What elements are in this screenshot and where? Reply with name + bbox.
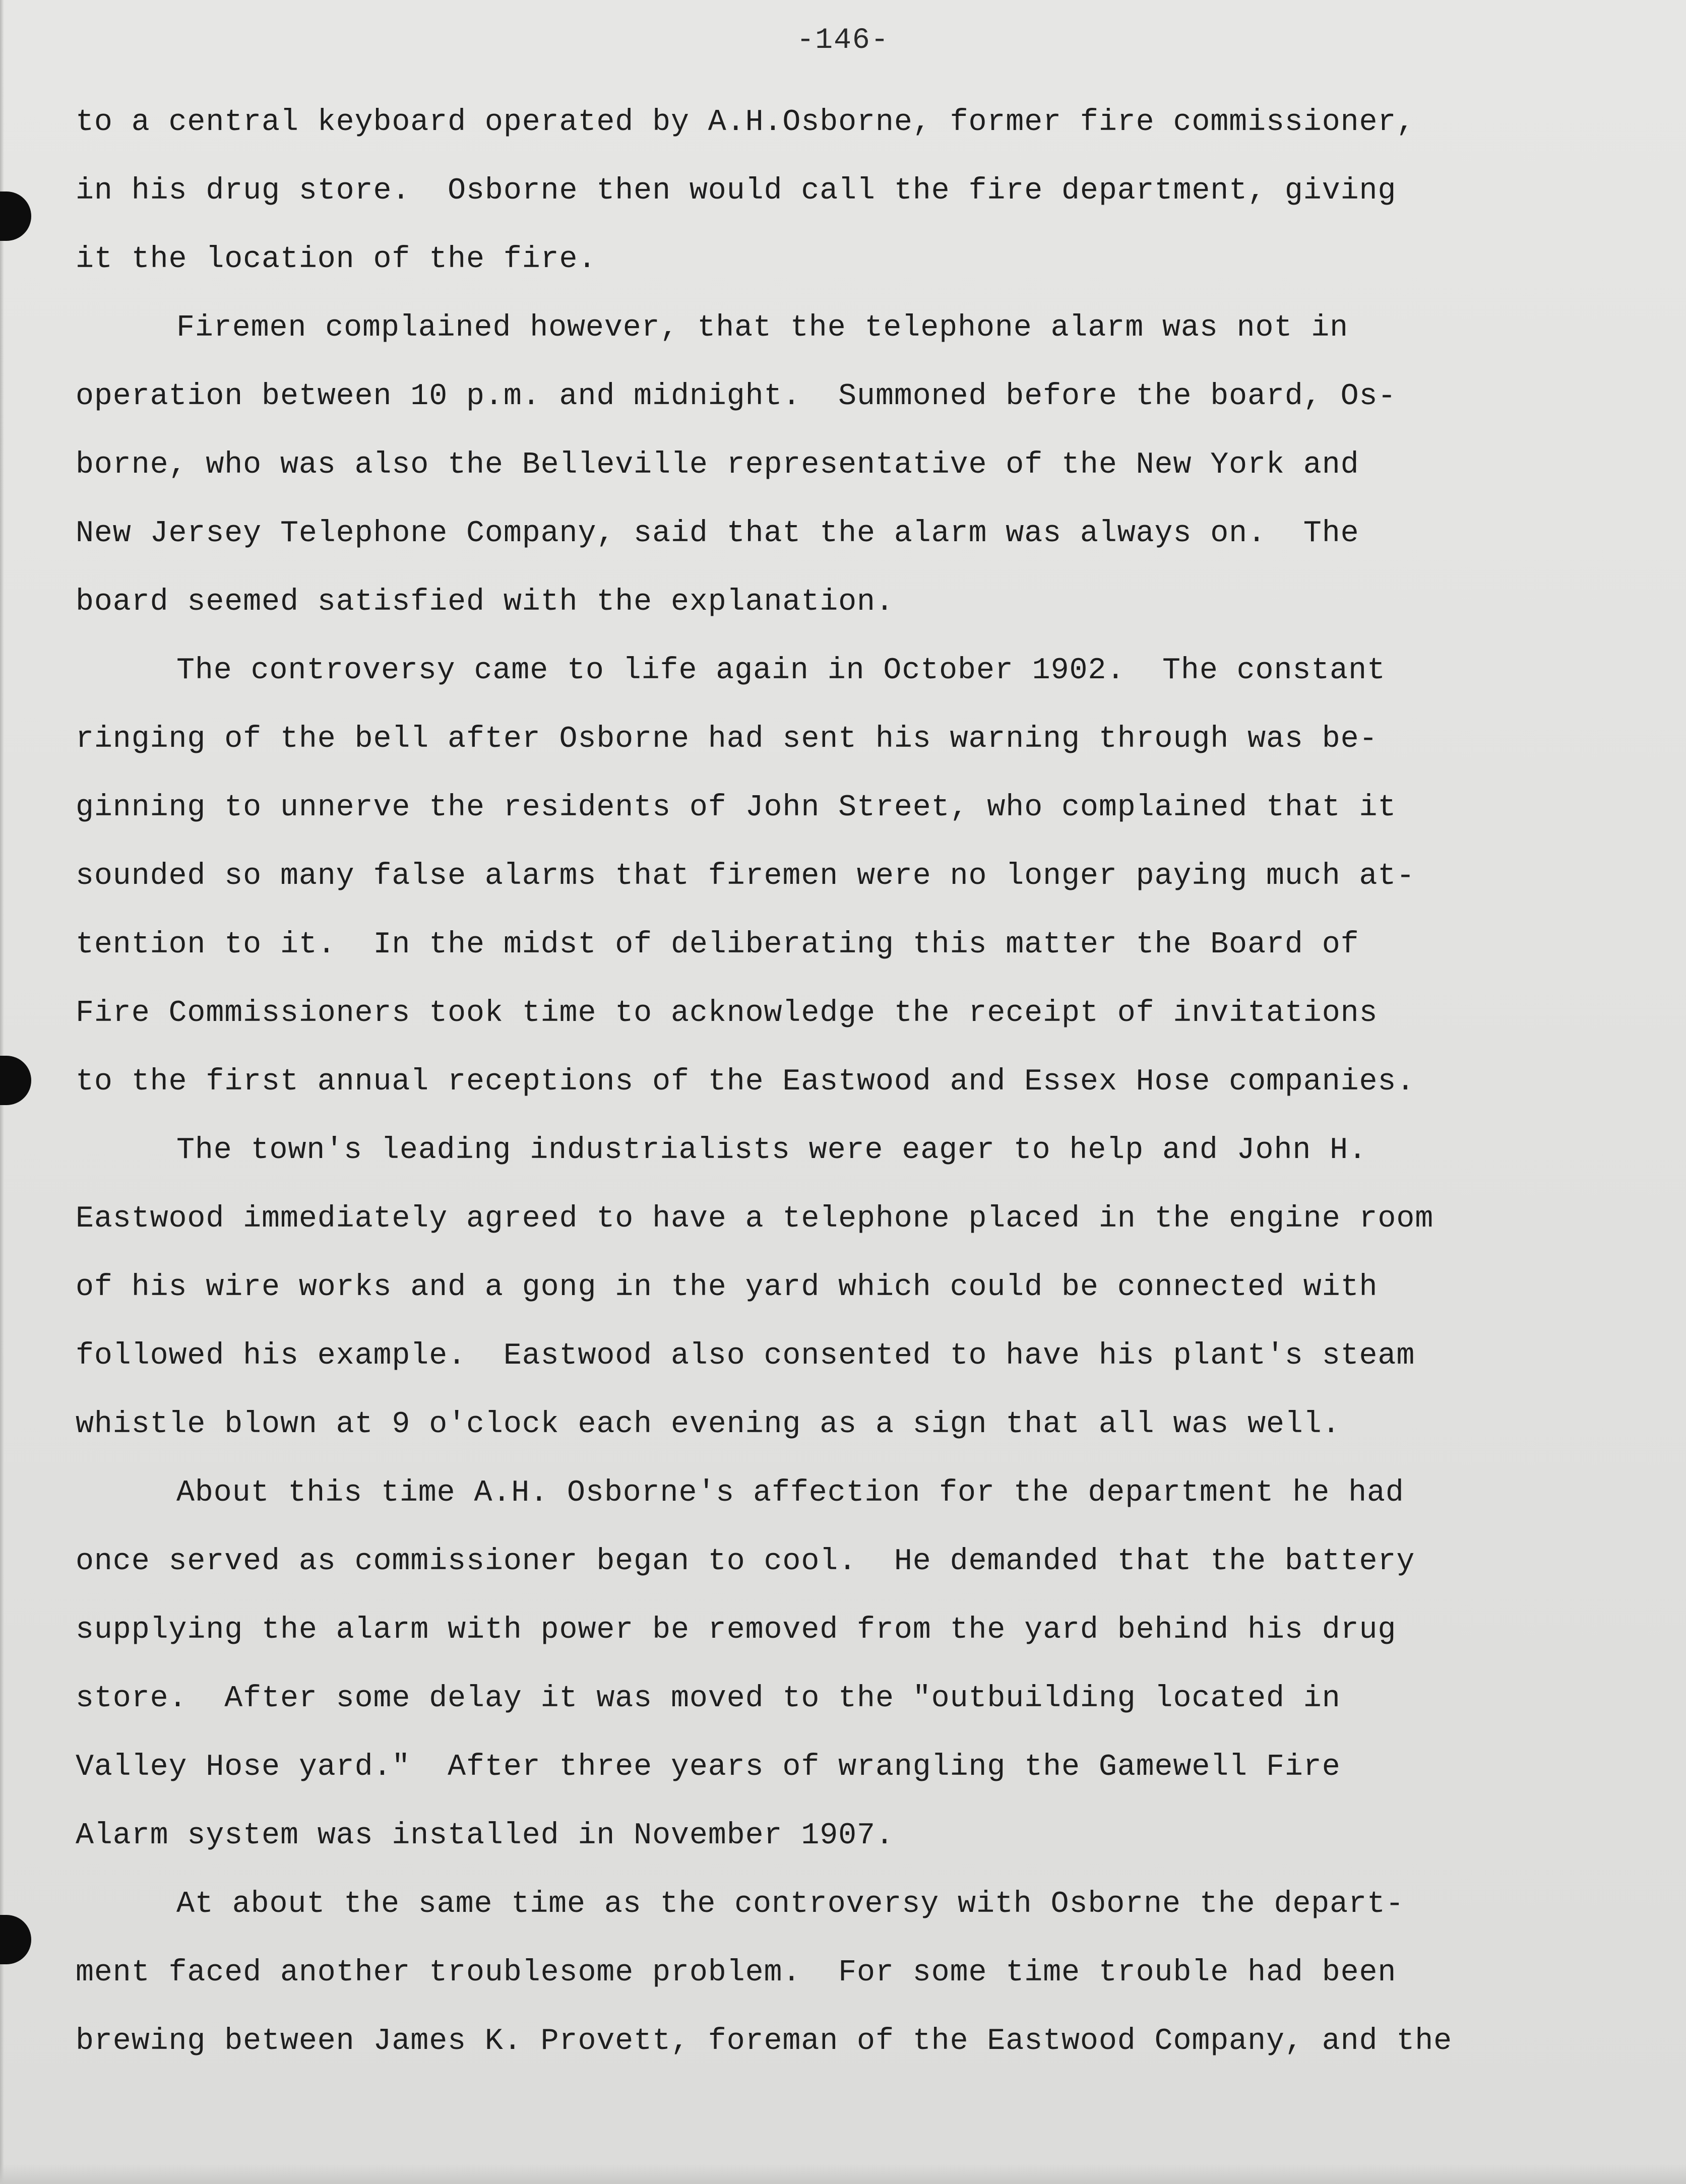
- page-number: -146-: [796, 24, 890, 57]
- text-line: borne, who was also the Belleville representative of the New York and: [76, 448, 1359, 482]
- text-line: followed his example. Eastwood also consented to have his plant's steam: [76, 1339, 1415, 1373]
- text-line: to the first annual receptions of the Eastwood and Essex Hose companies.: [76, 1065, 1415, 1099]
- text-line: sounded so many false alarms that firemen were no longer paying much at-: [76, 859, 1415, 893]
- text-line: store. After some delay it was moved to the "outbuilding located in: [76, 1682, 1341, 1716]
- text-line: Valley Hose yard." After three years of wrangling the Gamewell Fire: [76, 1750, 1341, 1784]
- text-line: in his drug store. Osborne then would call the fire department, giving: [76, 174, 1397, 208]
- text-line: About this time A.H. Osborne's affection for the department he had: [176, 1476, 1404, 1510]
- text-line: Firemen complained however, that the telephone alarm was not in: [176, 311, 1349, 345]
- text-line: supplying the alarm with power be removed from the yard behind his drug: [76, 1613, 1397, 1647]
- text-line: New Jersey Telephone Company, said that the alarm was always on. The: [76, 517, 1359, 551]
- text-line: At about the same time as the controversy with Osborne the depart-: [176, 1887, 1404, 1921]
- text-line: tention to it. In the midst of deliberating this matter the Board of: [76, 928, 1359, 962]
- text-line: ginning to unnerve the residents of John Street, who complained that it: [76, 791, 1397, 825]
- text-line: Fire Commissioners took time to acknowledge the receipt of invitations: [76, 996, 1378, 1031]
- text-line: once served as commissioner began to cool. He demanded that the battery: [76, 1545, 1415, 1579]
- body-text: [76, 88, 1618, 2076]
- text-line: The controversy came to life again in October 1902. The constant: [176, 654, 1386, 688]
- text-line: board seemed satisfied with the explanation.: [76, 585, 894, 619]
- text-line: operation between 10 p.m. and midnight. Summoned before the board, Os-: [76, 379, 1397, 414]
- text-line: it the location of the fire.: [76, 242, 597, 277]
- text-line: ment faced another troublesome problem. For some time trouble had been: [76, 1956, 1397, 1990]
- text-line: to a central keyboard operated by A.H.Osborne, former fire commissioner,: [76, 105, 1415, 140]
- binder-hole-bottom: [0, 1915, 31, 1964]
- binder-hole-middle: [0, 1056, 31, 1105]
- text-line: of his wire works and a gong in the yard which could be connected with: [76, 1270, 1378, 1305]
- text-line: Eastwood immediately agreed to have a telephone placed in the engine room: [76, 1202, 1434, 1236]
- page-bottom-shadow: [0, 2164, 1686, 2184]
- text-line: brewing between James K. Provett, foreman of the Eastwood Company, and the: [76, 2024, 1453, 2059]
- text-line: whistle blown at 9 o'clock each evening as a sign that all was well.: [76, 1407, 1341, 1442]
- text-line: The town's leading industrialists were eager to help and John H.: [176, 1133, 1367, 1168]
- binder-hole-top: [0, 191, 31, 241]
- text-line: Alarm system was installed in November 1907.: [76, 1819, 894, 1853]
- text-line: ringing of the bell after Osborne had sent his warning through was be-: [76, 722, 1378, 756]
